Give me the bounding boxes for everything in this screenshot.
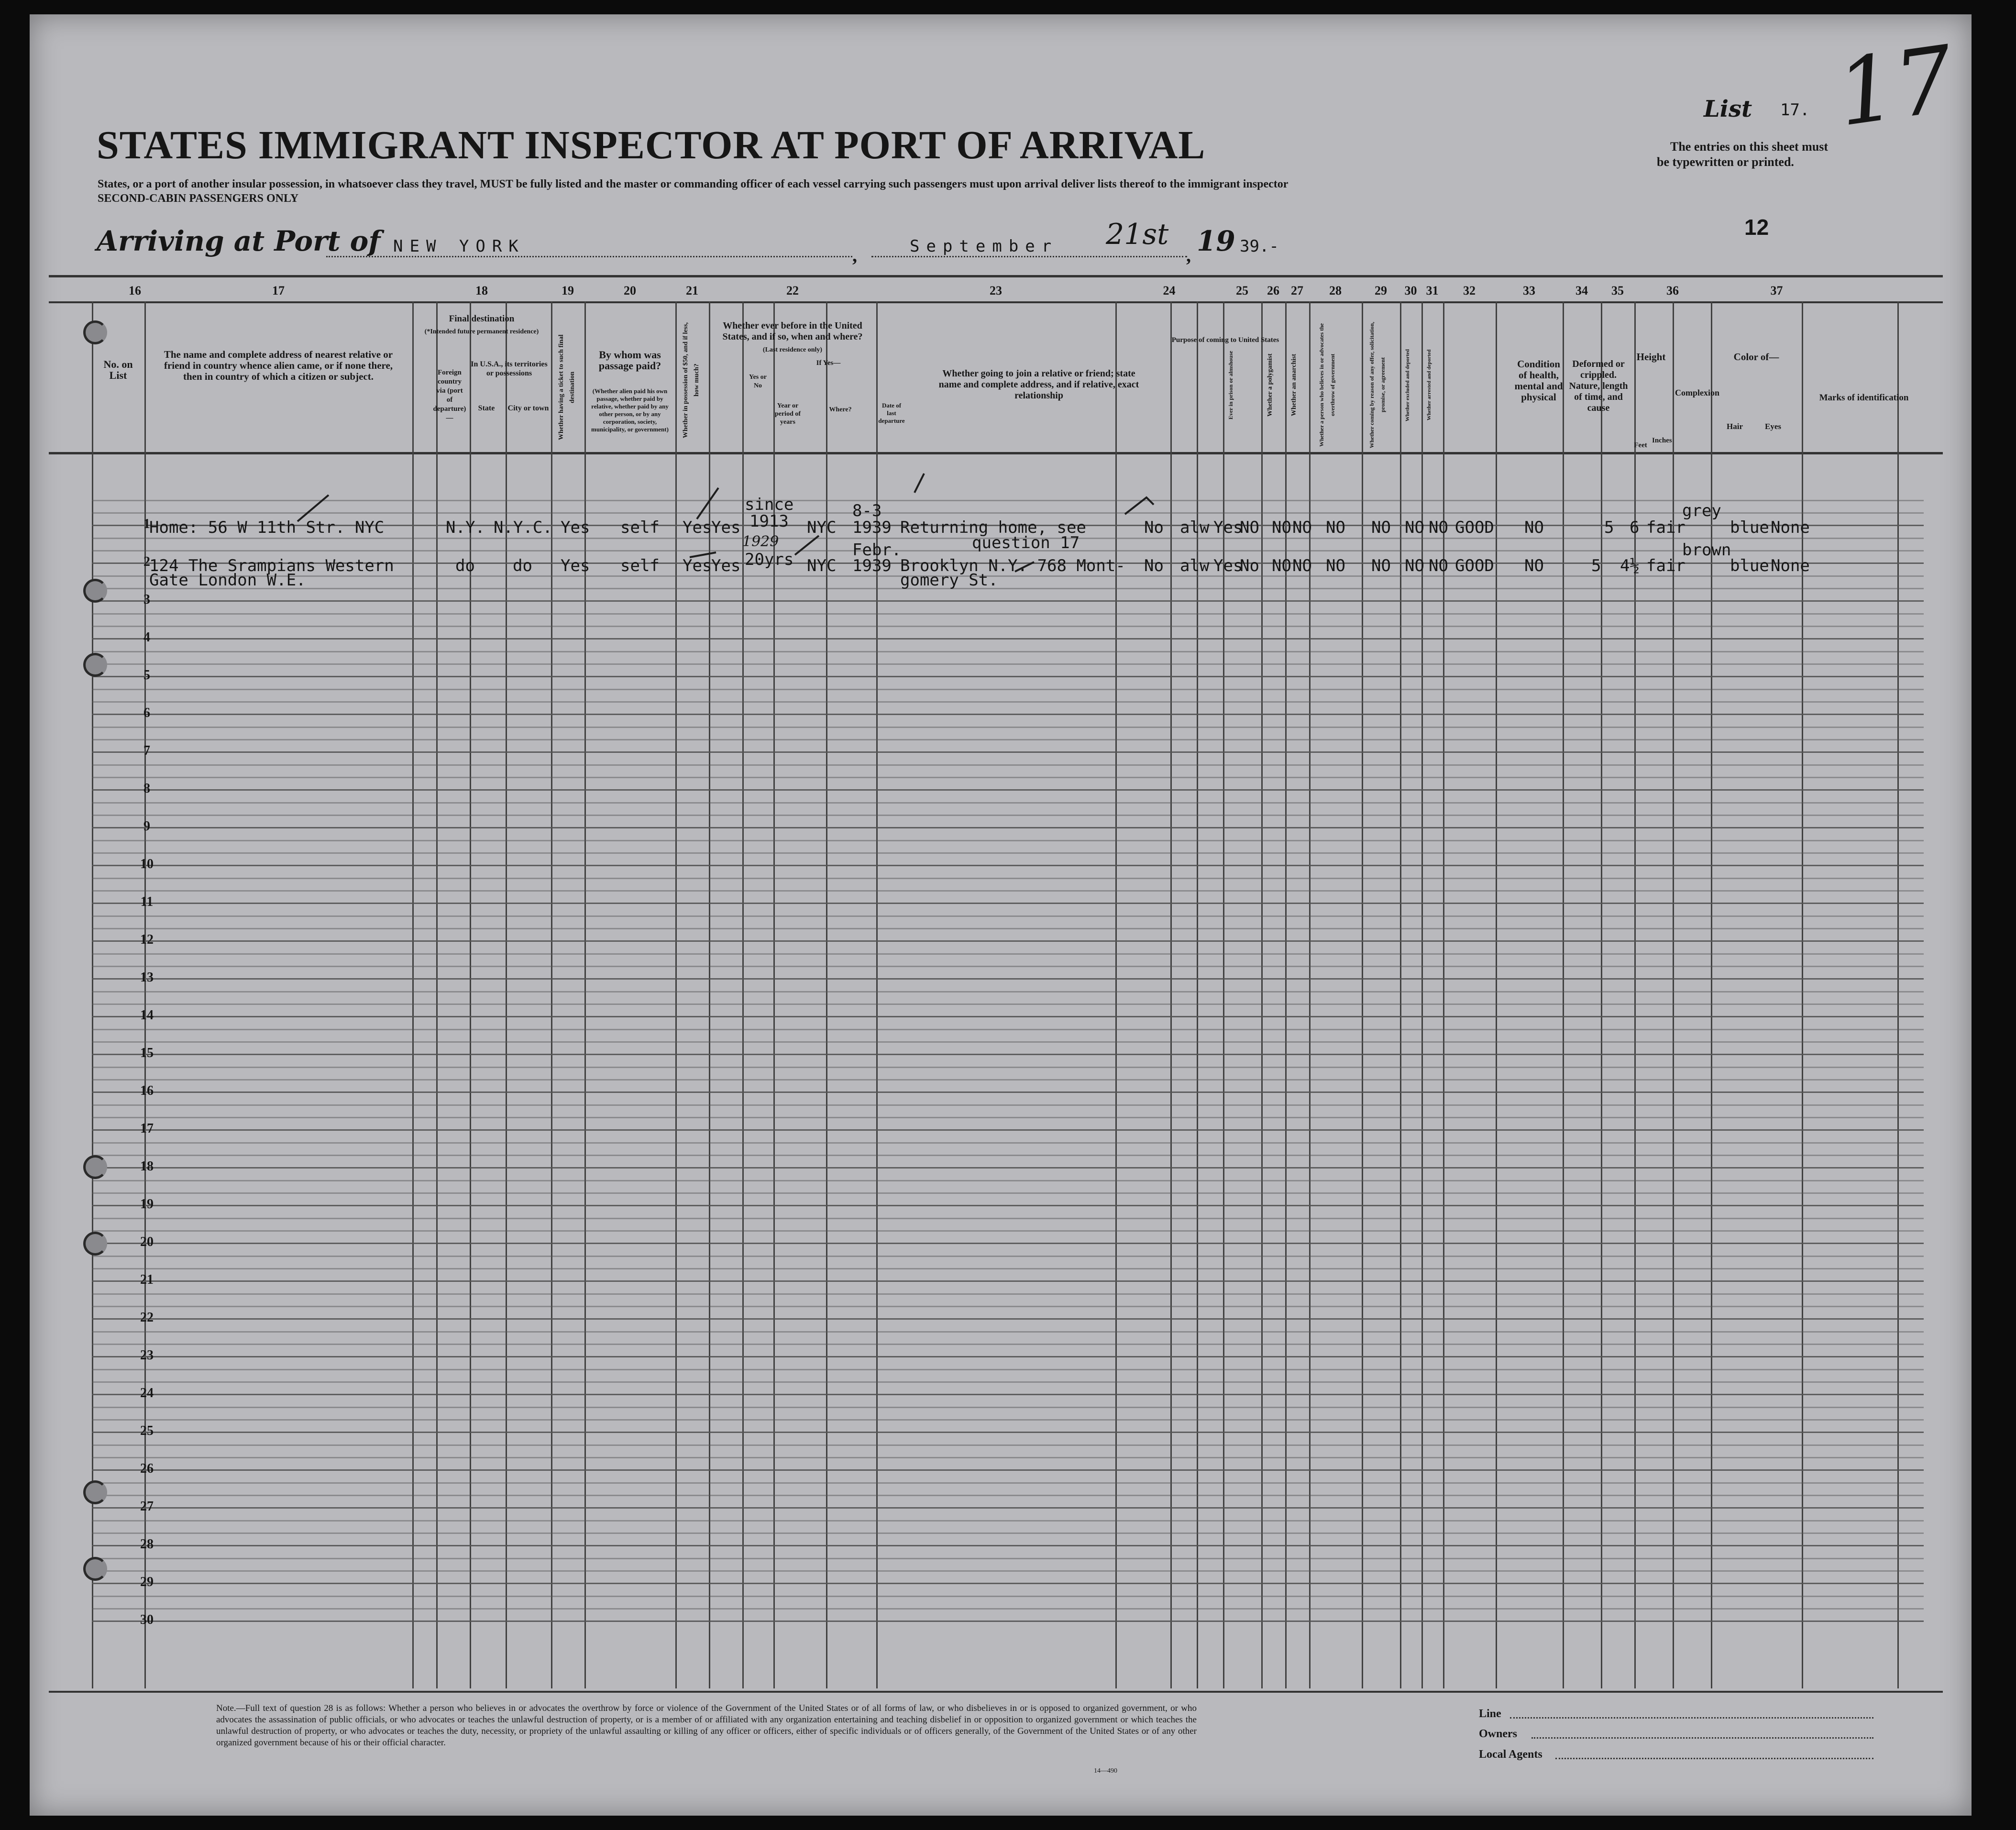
col-label-purpose: Purpose of coming to United States bbox=[1171, 336, 1279, 344]
col-label-complexion: Complexion bbox=[1675, 388, 1720, 397]
ruled-line bbox=[92, 1495, 1924, 1496]
col-label-height: Height bbox=[1636, 351, 1666, 363]
ruled-line bbox=[92, 1444, 1924, 1446]
ruled-line bbox=[92, 978, 1924, 980]
ruled-line bbox=[92, 915, 1924, 917]
col-note-final-destination: (*Intended future permanent residence) bbox=[424, 328, 539, 335]
question-28-note: Note.—Full text of question 28 is as follows: Whether a person who believes in or advocates the overthrow by force or violence of the Government of the United States or of all forms of law, or who disbelieves in or is opposed to organized government, or who advocates the assassination of public officials, or who advocates or teaches the unlawful destruction of property, or is a member of or affiliated with any organization entertaining and teaching disbelief in or opposition to organized government or which teaches the unlawful destruction of property, or who advocates or teaches the duty, necessity, or propriety of the unlawful assaulting or killing of any officer or officers, either of specific individuals or of officers generally, of the Government of the United States or of any other organized government because of his or their official character. bbox=[216, 1703, 1197, 1748]
date-month: September bbox=[910, 237, 1058, 256]
entry-years: 20yrs bbox=[745, 550, 794, 569]
ruled-line bbox=[92, 1230, 1924, 1232]
col-num-27: 27 bbox=[1291, 284, 1303, 298]
form-code: 14—490 bbox=[1094, 1767, 1117, 1775]
row-number: 3 bbox=[143, 592, 150, 607]
row-number: 25 bbox=[140, 1423, 154, 1438]
entry-arrested: NO bbox=[1429, 518, 1448, 537]
ruled-line bbox=[92, 890, 1924, 892]
ruled-line bbox=[92, 727, 1924, 728]
col-num-23: 23 bbox=[990, 284, 1002, 298]
ruled-line bbox=[92, 1419, 1924, 1421]
entry-relative-address-2: Gate London W.E. bbox=[149, 571, 306, 590]
entry-health: GOOD bbox=[1455, 518, 1494, 537]
entry-purpose-a: No bbox=[1144, 556, 1164, 575]
entry-arrested: NO bbox=[1429, 556, 1448, 575]
punch-hole-icon bbox=[83, 1480, 107, 1504]
row-number: 24 bbox=[140, 1386, 154, 1400]
col-label-paid-by: By whom was passage paid? bbox=[598, 349, 661, 372]
ruled-line bbox=[92, 1570, 1924, 1572]
ruled-line bbox=[92, 1293, 1924, 1295]
tick-mark-6 bbox=[1125, 497, 1154, 514]
punch-hole-icon bbox=[83, 320, 107, 344]
entry-offer: NO bbox=[1371, 556, 1391, 575]
entry-join-1: Returning home, see bbox=[900, 518, 1086, 537]
ruled-line bbox=[92, 991, 1924, 992]
col-num-28: 28 bbox=[1329, 284, 1342, 298]
ruled-line bbox=[92, 777, 1924, 778]
ruled-line bbox=[92, 1394, 1924, 1395]
entry-join-2: question 17 bbox=[972, 533, 1080, 552]
col-num-20: 20 bbox=[624, 284, 636, 298]
entry-has-50: Yes bbox=[683, 518, 712, 537]
port-comma: , bbox=[852, 244, 857, 266]
col-label-in-usa: In U.S.A., its territories or possessions bbox=[471, 360, 548, 377]
col-label-departure: Date of last departure bbox=[878, 402, 905, 424]
ruled-line bbox=[92, 1268, 1924, 1269]
col-label-polygamist: Whether a polygamist bbox=[1267, 353, 1274, 417]
ruled-line bbox=[92, 953, 1924, 955]
col-label-hair: Hair bbox=[1727, 422, 1743, 431]
ruled-line bbox=[92, 903, 1924, 904]
col-num-16: 16 bbox=[129, 284, 141, 298]
col-label-no-on-list: No. on List bbox=[103, 358, 133, 381]
entry-eyes: blue bbox=[1730, 556, 1769, 575]
tick-mark-3 bbox=[690, 552, 716, 557]
entry-offer: NO bbox=[1371, 518, 1391, 537]
entry-eyes: blue bbox=[1730, 518, 1769, 537]
col-num-22: 22 bbox=[786, 284, 799, 298]
col-num-36: 36 bbox=[1666, 284, 1679, 298]
handwritten-page-number: 17 bbox=[1830, 26, 1960, 147]
row-number: 10 bbox=[140, 857, 154, 871]
entry-prison: No bbox=[1240, 556, 1259, 575]
col-num-17: 17 bbox=[272, 284, 285, 298]
typewritten-note-1: The entries on this sheet must bbox=[1670, 140, 1829, 154]
entry-city: do bbox=[513, 556, 532, 575]
col-num-33: 33 bbox=[1523, 284, 1535, 298]
col-num-24: 24 bbox=[1163, 284, 1176, 298]
manifest-sheet bbox=[30, 14, 1972, 1816]
col-num-34: 34 bbox=[1575, 284, 1588, 298]
ruled-line bbox=[92, 1545, 1924, 1546]
ruled-line bbox=[92, 1016, 1924, 1017]
ruled-line bbox=[92, 1180, 1924, 1181]
ruled-line bbox=[92, 1029, 1924, 1030]
entry-purpose-b: alw bbox=[1180, 518, 1210, 537]
ruled-line bbox=[92, 1356, 1924, 1357]
row-number: 6 bbox=[143, 706, 150, 720]
page-title: STATES IMMIGRANT INSPECTOR AT PORT OF ARRIVAL bbox=[97, 123, 1206, 167]
col-note-paid-by: (Whether alien paid his own passage, whether paid by relative, whether paid by any other person, or by any corporation, society, municipality, or government) bbox=[591, 387, 669, 433]
col-label-deformed: Deformed or crippled. Nature, length of time, and cause bbox=[1569, 359, 1628, 413]
ruled-line bbox=[92, 1558, 1924, 1559]
local-agents-field bbox=[1555, 1758, 1873, 1759]
ruled-line bbox=[92, 1608, 1924, 1610]
ruled-line bbox=[92, 1079, 1924, 1080]
row-number: 26 bbox=[140, 1461, 154, 1476]
col-num-37: 37 bbox=[1770, 284, 1783, 298]
entry-complexion: fair bbox=[1646, 556, 1686, 575]
col-label-years: Year or period of years bbox=[774, 402, 801, 426]
ruled-line bbox=[92, 1003, 1924, 1005]
col-num-32: 32 bbox=[1463, 284, 1476, 298]
entry-polygamist: NO bbox=[1272, 556, 1291, 575]
ruled-line bbox=[92, 1104, 1924, 1106]
col-label-fifty-dollars: Whether in possession of $50, and if less, how much? bbox=[682, 322, 700, 439]
col-label-foreign-country: Foreign country via (port of departure)— bbox=[433, 369, 466, 422]
entry-prison: NO bbox=[1240, 518, 1259, 537]
row-number: 19 bbox=[140, 1197, 154, 1212]
col-label-color-of: Color of— bbox=[1733, 351, 1779, 363]
tick-mark-4 bbox=[795, 536, 819, 555]
entry-purpose-b: alw bbox=[1180, 556, 1210, 575]
entry-hair: grey bbox=[1682, 501, 1721, 520]
entry-departure: 1939 bbox=[852, 518, 892, 537]
ruled-line bbox=[92, 1280, 1924, 1282]
entry-before-yesno: Yes bbox=[711, 518, 741, 537]
entry-city: N.Y.C. bbox=[494, 518, 552, 537]
ruled-line bbox=[92, 1318, 1924, 1320]
col-label-prison: Ever in prison or almshouse bbox=[1227, 351, 1234, 419]
ruled-line bbox=[92, 878, 1924, 879]
ruled-line bbox=[92, 1407, 1924, 1408]
ruled-line bbox=[92, 789, 1924, 791]
row-number: 30 bbox=[140, 1612, 154, 1627]
ruled-line bbox=[92, 1306, 1924, 1307]
ruled-line bbox=[92, 1067, 1924, 1068]
entry-relative-address-1: 124 The Srampians Western bbox=[149, 556, 394, 575]
owners-field bbox=[1531, 1737, 1873, 1739]
ruled-line bbox=[92, 966, 1924, 967]
row-number: 13 bbox=[140, 970, 154, 985]
entry-where: NYC bbox=[807, 556, 837, 575]
ruled-line bbox=[92, 1256, 1924, 1257]
ruled-line bbox=[92, 865, 1924, 866]
col-label-offer: Whether coming by reason of any offer, solicitation, promise, or agreement bbox=[1368, 321, 1386, 449]
entry-excluded: NO bbox=[1405, 518, 1424, 537]
row-number: 18 bbox=[140, 1159, 154, 1174]
row-number: 9 bbox=[143, 819, 150, 834]
ruled-line bbox=[92, 1457, 1924, 1458]
ruled-line bbox=[92, 840, 1924, 841]
entry-before-yesno: Yes bbox=[711, 556, 741, 575]
entry-anarchist: NO bbox=[1292, 556, 1312, 575]
col-label-eyes: Eyes bbox=[1765, 422, 1781, 431]
ruled-line bbox=[92, 1117, 1924, 1118]
punch-hole-icon bbox=[83, 579, 107, 603]
row-number: 20 bbox=[140, 1235, 154, 1249]
entry-state: do bbox=[455, 556, 475, 575]
date-comma: , bbox=[1186, 244, 1191, 266]
entry-complexion: fair bbox=[1646, 518, 1686, 537]
entry-polygamist: NO bbox=[1272, 518, 1291, 537]
list-number: 17. bbox=[1780, 100, 1810, 120]
ruled-line bbox=[92, 1596, 1924, 1597]
ruled-line bbox=[92, 1041, 1924, 1043]
line-field bbox=[1510, 1717, 1873, 1719]
ruled-line bbox=[92, 802, 1924, 804]
punch-hole-icon bbox=[83, 653, 107, 677]
entry-departure-top: 8-3 bbox=[852, 501, 882, 520]
owners-label: Owners bbox=[1479, 1728, 1517, 1740]
row-number: 15 bbox=[140, 1046, 154, 1060]
row-number: 11 bbox=[140, 894, 154, 909]
col-num-19: 19 bbox=[562, 284, 574, 298]
row-number: 5 bbox=[143, 668, 150, 683]
ruled-line bbox=[92, 701, 1924, 703]
ruled-line bbox=[92, 1054, 1924, 1055]
col-label-advocate: Whether a person who believes in or advocates the overthrow of government bbox=[1318, 323, 1336, 447]
ruled-line bbox=[92, 1218, 1924, 1219]
sheet-number: 12 bbox=[1744, 215, 1769, 240]
col-label-health: Condition of health, mental and physical bbox=[1514, 358, 1563, 403]
entry-years-handwritten: 1929 bbox=[742, 533, 779, 550]
ruled-line bbox=[92, 1432, 1924, 1433]
entry-deformed: NO bbox=[1524, 518, 1544, 537]
date-year-suffix: 39.- bbox=[1240, 237, 1279, 256]
entry-marks: None bbox=[1771, 518, 1810, 537]
entry-has-50: Yes bbox=[683, 556, 712, 575]
col-label-yes-or-no: Yes or No bbox=[749, 374, 767, 389]
entry-deformed: NO bbox=[1524, 556, 1544, 575]
entry-paid-by: self bbox=[620, 518, 660, 537]
entry-departure-top: Febr. bbox=[852, 540, 902, 560]
row-number: 29 bbox=[140, 1575, 154, 1589]
local-agents-label: Local Agents bbox=[1479, 1748, 1542, 1761]
entry-ticket: Yes bbox=[561, 556, 590, 575]
entry-purpose-c: Yes bbox=[1213, 556, 1243, 575]
row-number: 28 bbox=[140, 1537, 154, 1552]
date-year-prefix: 19 bbox=[1197, 225, 1235, 257]
entry-join-2: gomery St. bbox=[900, 571, 998, 590]
col-label-excluded: Whether excluded and deported bbox=[1405, 349, 1410, 421]
footer-rule bbox=[49, 1691, 1943, 1693]
entry-departure: 1939 bbox=[852, 556, 892, 575]
col-label-ticket: Whether having a ticket to such final destination bbox=[558, 334, 576, 441]
col-label-anarchist: Whether an anarchist bbox=[1290, 353, 1298, 417]
col-num-26: 26 bbox=[1267, 284, 1279, 298]
entry-inches: 6 bbox=[1630, 518, 1640, 537]
row-number: 12 bbox=[140, 932, 154, 947]
tick-mark-5 bbox=[914, 474, 924, 493]
ruled-line bbox=[92, 764, 1924, 766]
row-number: 16 bbox=[140, 1083, 154, 1098]
ruled-line bbox=[92, 1482, 1924, 1484]
ruled-line bbox=[92, 1167, 1924, 1169]
col-note-before-in-us: (Last residence only) bbox=[762, 346, 823, 353]
ruled-line bbox=[92, 1469, 1924, 1471]
row-number: 22 bbox=[140, 1310, 154, 1325]
ruled-line bbox=[92, 689, 1924, 690]
ruled-line bbox=[92, 1331, 1924, 1333]
ruled-line bbox=[92, 1369, 1924, 1370]
entry-purpose-c: Yes bbox=[1213, 518, 1243, 537]
punch-hole-icon bbox=[83, 1155, 107, 1179]
ruled-line bbox=[92, 1344, 1924, 1345]
tick-mark-1 bbox=[297, 495, 329, 521]
entry-anarchist: NO bbox=[1292, 518, 1312, 537]
passenger-class: SECOND-CABIN PASSENGERS ONLY bbox=[98, 192, 299, 205]
ruled-line bbox=[92, 928, 1924, 929]
entry-feet: 5 bbox=[1604, 518, 1614, 537]
col-label-join-relative: Whether going to join a relative or friend; state name and complete address, and if relative, exact relationship bbox=[938, 368, 1139, 401]
entry-paid-by: self bbox=[620, 556, 660, 575]
entry-years-top: since bbox=[745, 495, 794, 514]
row-number: 27 bbox=[140, 1499, 154, 1514]
col-num-18: 18 bbox=[475, 284, 488, 298]
entry-years: 1913 bbox=[749, 512, 789, 531]
ruled-line bbox=[92, 1381, 1924, 1383]
row-number: 8 bbox=[143, 781, 150, 796]
row-number: 21 bbox=[140, 1272, 154, 1287]
col-num-29: 29 bbox=[1375, 284, 1387, 298]
col-label-if-yes: If Yes— bbox=[816, 359, 841, 367]
col-label-city: City or town bbox=[507, 404, 549, 412]
row-number: 23 bbox=[140, 1348, 154, 1363]
arriving-label: Arriving at Port of bbox=[97, 225, 381, 257]
ruled-line bbox=[92, 1507, 1924, 1509]
col-label-relative-address: The name and complete address of nearest relative or friend in country whence alien came, or if none there, then in country of which a citizen or subject. bbox=[164, 349, 393, 382]
ruled-line bbox=[92, 739, 1924, 740]
ruled-line bbox=[92, 1583, 1924, 1584]
entry-excluded: NO bbox=[1405, 556, 1424, 575]
ruled-line bbox=[92, 827, 1924, 828]
entry-ticket: Yes bbox=[561, 518, 590, 537]
typewritten-note-2: be typewritten or printed. bbox=[1657, 155, 1794, 169]
entry-advocate: NO bbox=[1326, 556, 1345, 575]
port-name: NEW YORK bbox=[393, 237, 525, 256]
col-label-arrested: Whether arrested and deported bbox=[1426, 349, 1432, 421]
entry-hair: brown bbox=[1682, 540, 1731, 560]
date-day: 21st bbox=[1106, 218, 1169, 251]
pen-ticks bbox=[297, 474, 1154, 572]
ruled-line bbox=[92, 751, 1924, 753]
row-number: 7 bbox=[143, 743, 150, 758]
entry-relative-address: Home: 56 W 11th Str. NYC bbox=[149, 518, 385, 537]
ruled-line bbox=[92, 1192, 1924, 1194]
ruled-line bbox=[92, 815, 1924, 816]
punch-hole-icon bbox=[83, 1232, 107, 1256]
row-number: 17 bbox=[140, 1121, 154, 1136]
list-label: List bbox=[1704, 96, 1752, 122]
page-subtitle: States, or a port of another insular possession, in whatsoever class they travel, MUST be fully listed and the master or commanding officer of each vessel carrying such passengers must upon arrival deliver lists thereof to the immigrant inspector bbox=[98, 178, 1289, 190]
row-number: 1 bbox=[143, 517, 150, 531]
tick-mark-2 bbox=[697, 488, 718, 519]
punch-hole-icon bbox=[83, 1557, 107, 1581]
col-label-inches: Inches bbox=[1652, 437, 1672, 444]
ruled-line bbox=[92, 1205, 1924, 1206]
entry-marks: None bbox=[1771, 556, 1810, 575]
col-label-where: Where? bbox=[829, 406, 852, 413]
entry-where: NYC bbox=[807, 518, 837, 537]
col-num-25: 25 bbox=[1236, 284, 1248, 298]
col-num-31: 31 bbox=[1426, 284, 1439, 298]
col-label-final-destination: Final destination bbox=[449, 314, 515, 324]
ruled-line bbox=[92, 1155, 1924, 1156]
col-label-before-in-us: Whether ever before in the United States, and if so, when and where? bbox=[722, 320, 863, 342]
col-num-35: 35 bbox=[1611, 284, 1624, 298]
col-label-feet: Feet bbox=[1634, 441, 1647, 449]
check-marks bbox=[30, 14, 1972, 684]
tick-mark-7 bbox=[1015, 562, 1034, 572]
entry-health: GOOD bbox=[1455, 556, 1494, 575]
ruled-line bbox=[92, 1142, 1924, 1144]
ruled-line bbox=[92, 1621, 1924, 1622]
ruled-line bbox=[92, 852, 1924, 854]
row-number: 2 bbox=[143, 554, 150, 569]
row-number: 14 bbox=[140, 1008, 154, 1023]
col-num-30: 30 bbox=[1404, 284, 1417, 298]
entry-purpose-a: No bbox=[1144, 518, 1164, 537]
ruled-line bbox=[92, 1129, 1924, 1131]
ruled-line bbox=[92, 1532, 1924, 1534]
line-label: Line bbox=[1479, 1708, 1501, 1720]
ruled-line bbox=[92, 1520, 1924, 1521]
ruled-line bbox=[92, 940, 1924, 942]
entry-join-1: Brooklyn N.Y. 768 Mont- bbox=[900, 556, 1125, 575]
col-num-21: 21 bbox=[686, 284, 698, 298]
col-label-state: State bbox=[478, 404, 495, 412]
row-number: 4 bbox=[143, 630, 150, 645]
entry-advocate: NO bbox=[1326, 518, 1345, 537]
entry-feet: 5 bbox=[1591, 556, 1601, 575]
entry-state: N.Y. bbox=[446, 518, 485, 537]
entry-inches: 4½ bbox=[1620, 556, 1640, 575]
col-label-marks: Marks of identification bbox=[1819, 393, 1909, 403]
ruled-line bbox=[92, 1091, 1924, 1093]
ruled-line bbox=[92, 1243, 1924, 1244]
ruled-line bbox=[92, 714, 1924, 715]
